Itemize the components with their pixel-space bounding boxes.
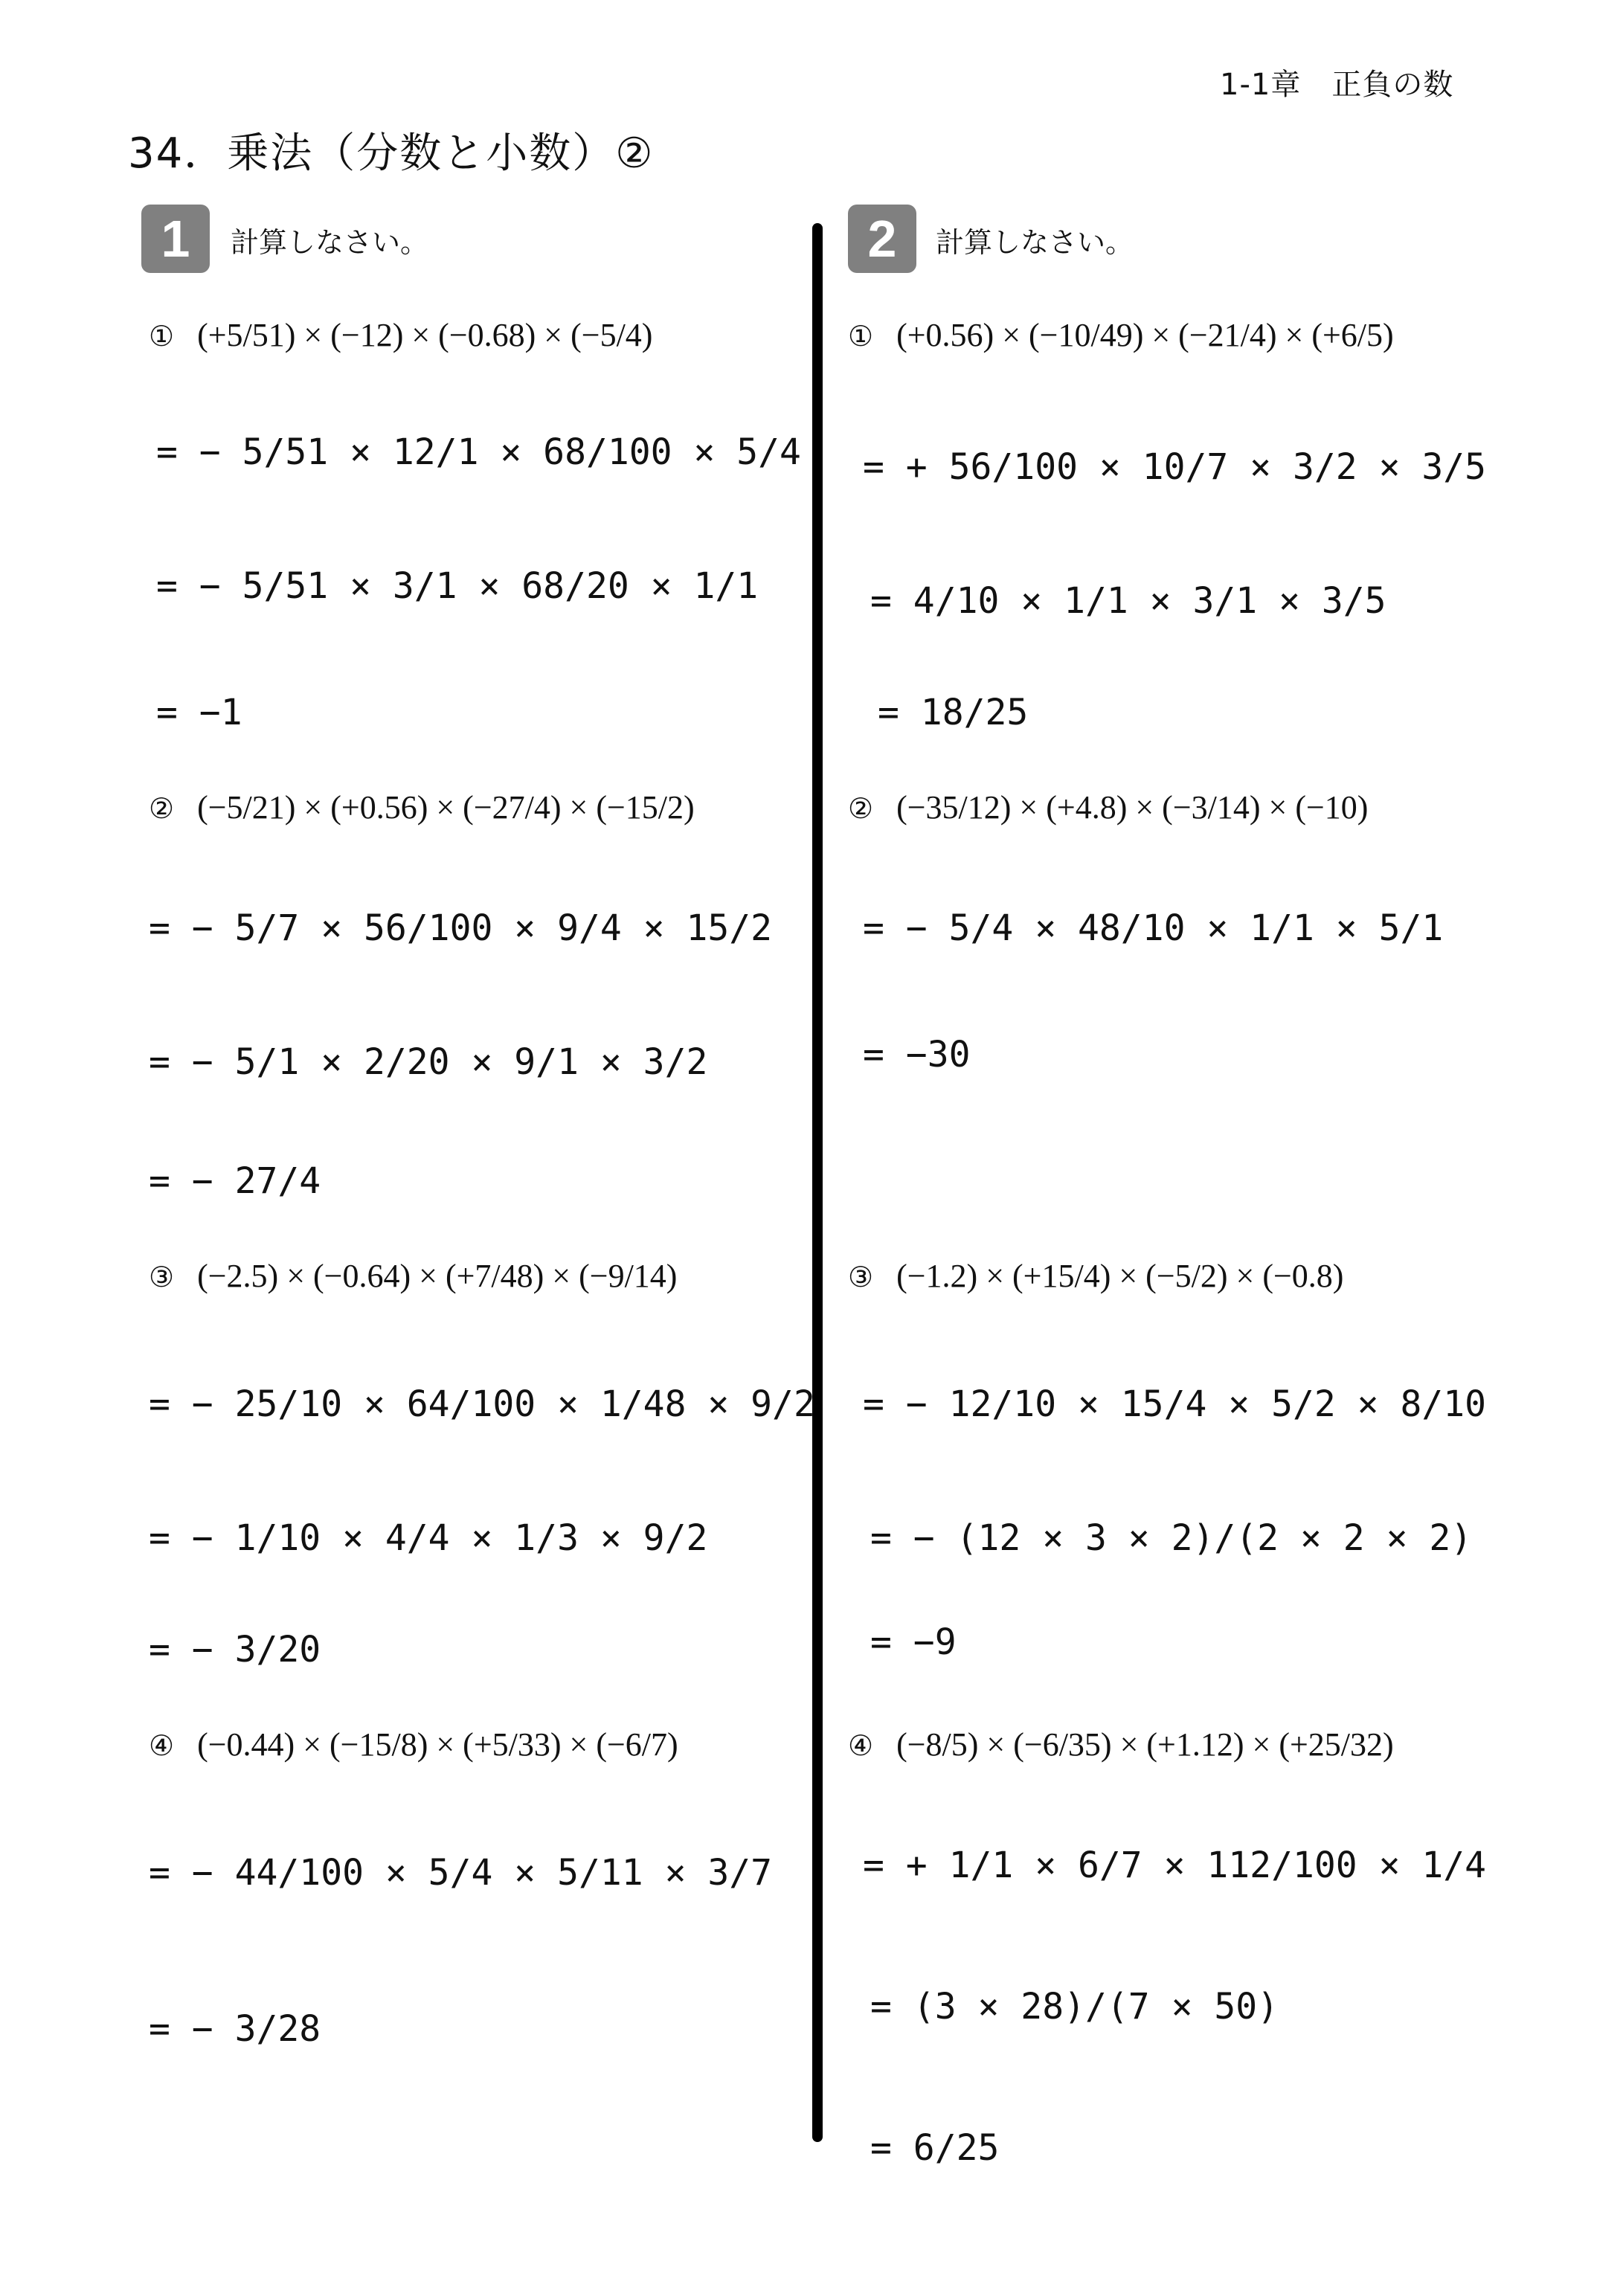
- problem-expression: (−5/21) × (+0.56) × (−27/4) × (−15/2): [197, 789, 695, 826]
- problem-2-1: [848, 316, 1394, 354]
- step-line: = − 5/1 × 2/20 × 9/1 × 3/2: [149, 1041, 708, 1083]
- answer-line: = −1: [156, 692, 242, 733]
- step-line: = − 5/4 × 48/10 × 1/1 × 5/1: [863, 907, 1444, 949]
- problem-number: ①: [848, 320, 874, 353]
- problem-expression: (−0.44) × (−15/8) × (+5/33) × (−6/7): [197, 1726, 678, 1763]
- problem-1-3: [149, 1257, 677, 1295]
- problem-number: ③: [848, 1261, 874, 1293]
- problem-expression: (+5/51) × (−12) × (−0.68) × (−5/4): [197, 317, 653, 353]
- problem-2-3: [848, 1257, 1343, 1295]
- problem-expression: (+0.56) × (−10/49) × (−21/4) × (+6/5): [896, 317, 1394, 353]
- problem-2-4: [848, 1726, 1394, 1763]
- problem-number: ①: [149, 320, 175, 353]
- step-line: = − 12/10 × 15/4 × 5/2 × 8/10: [863, 1383, 1487, 1425]
- step-line: = + 56/100 × 10/7 × 3/2 × 3/5: [863, 446, 1487, 488]
- step-line: = − 5/51 × 12/1 × 68/100 × 5/4: [156, 431, 801, 473]
- page-title: 34．乗法（分数と小数）②: [128, 129, 655, 178]
- answer-line: = 18/25: [878, 692, 1029, 733]
- step-line: = − 5/51 × 3/1 × 68/20 × 1/1: [156, 565, 759, 607]
- step-line: = − (12 × 3 × 2)/(2 × 2 × 2): [870, 1517, 1473, 1559]
- problem-1-4: [149, 1726, 678, 1763]
- problem-1-2: [149, 788, 695, 826]
- problem-number: ④: [149, 1729, 175, 1762]
- section-instruction-2: 計算しなさい。: [936, 226, 1134, 259]
- problem-expression: (−1.2) × (+15/4) × (−5/2) × (−0.8): [896, 1258, 1344, 1294]
- chapter-label: 1-1章 正負の数: [1220, 68, 1454, 102]
- answer-line: = 6/25: [870, 2127, 1000, 2169]
- step-line: = + 1/1 × 6/7 × 112/100 × 1/4: [863, 1845, 1487, 1886]
- answer-line: = − 3/20: [149, 1629, 321, 1670]
- answer-line: = − 27/4: [149, 1160, 321, 1202]
- problem-2-2: [848, 788, 1368, 826]
- problem-expression: (−2.5) × (−0.64) × (+7/48) × (−9/14): [197, 1258, 678, 1294]
- answer-line: = −9: [870, 1621, 957, 1663]
- column-divider: [812, 223, 823, 2142]
- step-line: = − 44/100 × 5/4 × 5/11 × 3/7: [149, 1852, 773, 1894]
- problem-1-1: [149, 316, 652, 354]
- step-line: = 4/10 × 1/1 × 3/1 × 3/5: [870, 580, 1386, 622]
- section-badge-2: 2: [848, 205, 916, 273]
- problem-number: ②: [149, 792, 175, 825]
- step-line: = − 25/10 × 64/100 × 1/48 × 9/2: [149, 1383, 815, 1425]
- problem-number: ③: [149, 1261, 175, 1293]
- answer-line: = − 3/28: [149, 2008, 321, 2050]
- section-instruction-1: 計算しなさい。: [231, 226, 429, 259]
- answer-line: = −30: [863, 1034, 971, 1075]
- section-badge-1: 1: [141, 205, 210, 273]
- step-line: = − 1/10 × 4/4 × 1/3 × 9/2: [149, 1517, 708, 1559]
- problem-number: ②: [848, 792, 874, 825]
- problem-expression: (−35/12) × (+4.8) × (−3/14) × (−10): [896, 789, 1369, 826]
- step-line: = − 5/7 × 56/100 × 9/4 × 15/2: [149, 907, 773, 949]
- problem-number: ④: [848, 1729, 874, 1762]
- problem-expression: (−8/5) × (−6/35) × (+1.12) × (+25/32): [896, 1726, 1394, 1763]
- step-line: = (3 × 28)/(7 × 50): [870, 1986, 1279, 2028]
